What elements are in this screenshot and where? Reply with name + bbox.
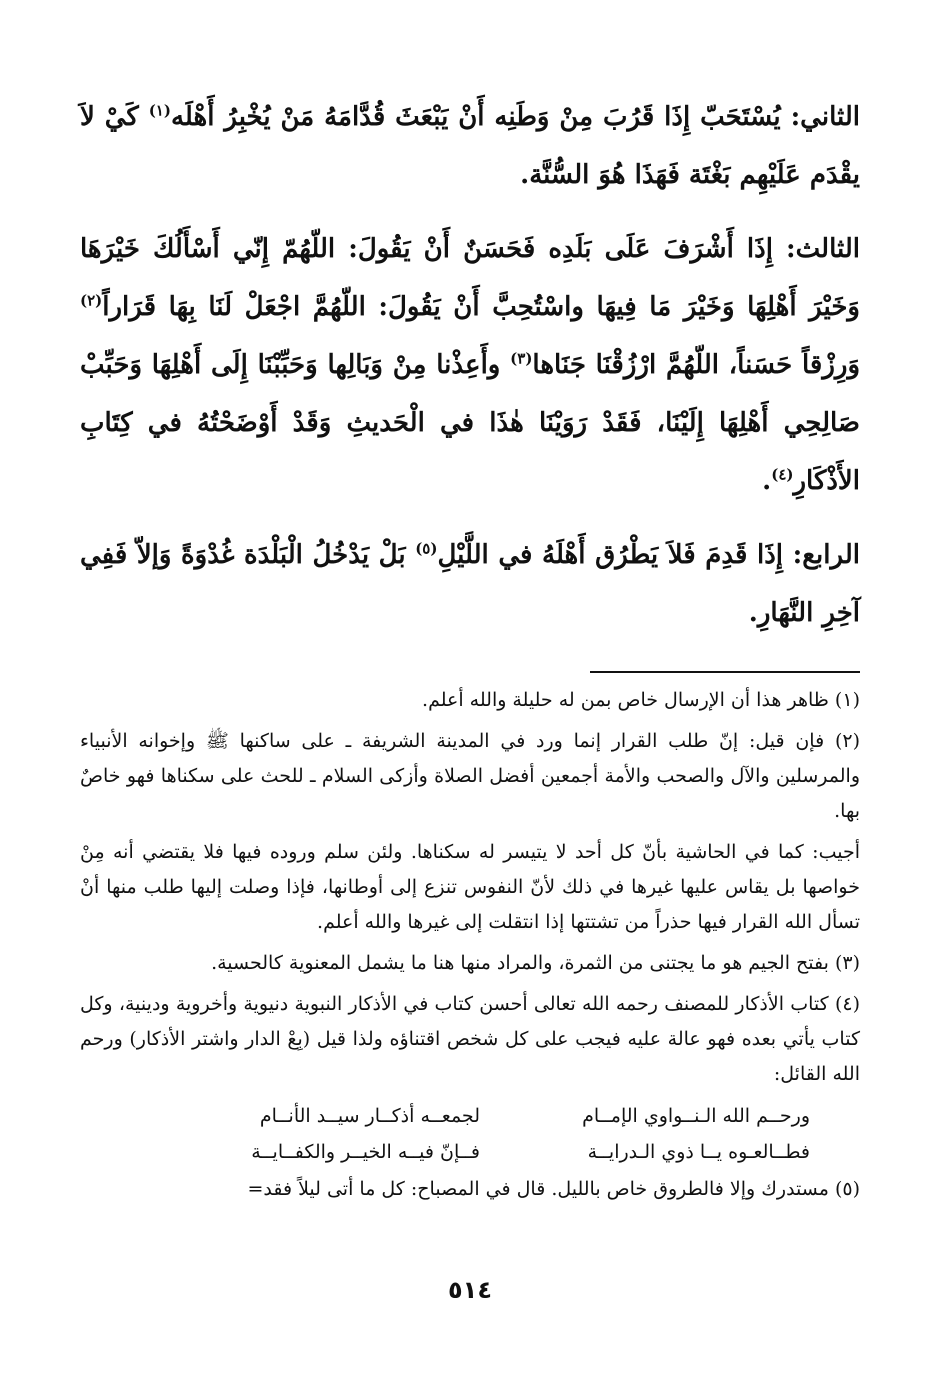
footnote-divider <box>590 671 860 673</box>
poem <box>80 1098 860 1170</box>
paragraph-lead: الثاني <box>800 102 860 132</box>
footnote-marker: (١) <box>148 101 171 120</box>
paragraph-fourth <box>80 526 860 642</box>
paragraph-text: . <box>762 466 772 496</box>
footnote-marker: (٢) <box>80 291 103 310</box>
poem-verse <box>80 1134 860 1170</box>
paragraph-text: : يُسْتَحَبّ إِذَا قَرُبَ مِنْ وَطَنِه أَنْ يَبْعَثَ قُدَّامَهُ مَنْ يُخْبِرُ أَهْلَه <box>170 102 801 132</box>
poem-hemistich: فــإنّ فيــه الخيــر والكفــايــة <box>251 1141 480 1163</box>
poem-hemistich: لجمعــه أذكــار سيــد الأنــام <box>259 1105 480 1127</box>
page-body <box>80 88 860 1213</box>
footnote-2: (٢) فإن قيل: إنّ طلب القرار إنما ورد في المدينة الشريفة ـ على ساكنها ﷺ وإخوانه الأنبياء والمرسلين والآل والصحب والأمة أجمعين أفضل الصلاة وأزكى السلام ـ للحث على سكناها فهو خاصٌ بها. <box>80 730 860 822</box>
page-number: ٥١٤ <box>448 1276 492 1304</box>
paragraph-text: وأَعِذْنا مِنْ وَبَالِها وَحَبِّبْنَا إِلَى أَهْلِهَا وَحَبِّبْ صَالِحِي أَهْلِهَا إِلَيْنَا، فَقَدْ رَوَيْنَا هٰذَا في الْحَديثِ وَقَدْ أَوْضَحْتُهُ في كِتَابِ الأَذْكَارِ <box>80 350 860 496</box>
footnote-marker: (٣) <box>510 349 533 368</box>
paragraph-text: وَرِزْقاً حَسَناً، اللّهُمَّ ارْزُقْنَا جَنَاها <box>532 350 861 380</box>
footnote-5: (٥) مستدرك وإلا فالطروق خاص بالليل. قال في المصباح: كل ما أتى ليلاً فقد= <box>247 1178 860 1200</box>
footnote-1: (١) ظاهر هذا أن الإرسال خاص بمن له حليلة والله أعلم. <box>422 689 860 711</box>
paragraph-text: : إِذَا قَدِمَ فَلاَ يَطْرُق أَهْلَهُ في اللَّيْلِ <box>437 540 803 570</box>
footnote-3: (٣) بفتح الجيم هو ما يجتنى من الثمرة، والمراد منها هنا ما يشمل المعنوية كالحسية. <box>211 952 860 974</box>
poem-hemistich: ورحــم الله الـنــواوي الإمــام <box>582 1105 810 1127</box>
footnotes <box>80 683 860 1207</box>
paragraph-third <box>80 220 860 510</box>
paragraph-second <box>80 88 860 204</box>
footnote-marker: (٥) <box>415 539 438 558</box>
footnote-marker: (٤) <box>771 465 794 484</box>
main-text <box>80 88 860 642</box>
paragraph-text: بَلْ يَدْخُلُ الْبَلْدَة غُدْوَةً وَإلاّ فَفِي آخِرِ النَّهَارِ. <box>80 540 860 628</box>
paragraph-text: كَيْ لاَ يقْدَم عَلَيْهِم بَغْتَة فَهَذَا هُوَ السُّنَّة. <box>80 102 860 190</box>
footnote-4: (٤) كتاب الأذكار للمصنف رحمه الله تعالى أحسن كتاب في الأذكار النبوية دنيوية وأخروية ودينية، وكل كتاب يأتي بعده فهو عالة عليه فيجب على كل شخص اقتناؤه ولذا قيل (بِعْ الدار واشتر الأذكار) ورحم الله القائل: <box>80 993 860 1085</box>
poem-verse <box>80 1098 860 1134</box>
footnote-2-answer: أجيب: كما في الحاشية بأنّ كل أحد لا يتيسر له سكناها. ولئن سلم وروده فيها فلا يقتضي أنه مِنْ خواصها بل يقاس عليها غيرها في ذلك لأنّ النفوس تنزع إلى أوطانها، فإذا وصلت إليها طلب منها أنْ تسأل الله القرار فيها حذراً من تشتتها إذا انتقلت إلى غيرها والله أعلم. <box>80 841 860 933</box>
poem-hemistich: فطــالعـوه يــا ذوي الـدرايــة <box>587 1141 810 1163</box>
paragraph-lead: الثالث <box>795 234 860 264</box>
paragraph-text: : إِذَا أَشْرَفَ عَلَى بَلَدِه فَحَسَنٌ أَنْ يَقُولَ: اللّهُمّ إِنّي أَسْأَلُكَ خَيْرَهَا وَخَيْرَ أَهْلِهَا وَخَيْرَ مَا فِيهَا واسْتُحِبَّ أَنْ يَقُولَ: اللّهُمَّ اجْعَلْ لَنَا بِهَا قَرَاراً <box>80 234 860 322</box>
paragraph-lead: الرابع <box>802 540 860 570</box>
footnote-divider-wrap <box>80 658 860 677</box>
